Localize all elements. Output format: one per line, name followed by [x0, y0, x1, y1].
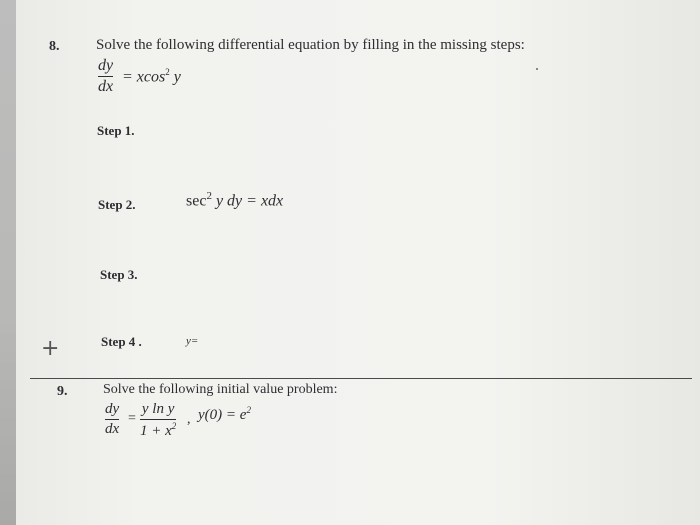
problem-divider: [30, 378, 692, 379]
problem-8-instruction: Solve the following differential equation by filling in the missing steps:: [96, 37, 525, 53]
p9-derivative-denominator: dx: [105, 421, 120, 437]
problem-9-number: 9.: [57, 384, 68, 399]
problem-8-rhs: [122, 67, 181, 86]
step-2-label: Step 2.: [98, 197, 136, 212]
p9-condition-exponent: 2: [246, 405, 251, 415]
step-3-label: Step 3.: [100, 267, 138, 282]
step-2-rest: y dy = xdx: [211, 192, 284, 210]
step-4-label: Step 4 .: [101, 334, 142, 349]
photo-left-edge: [0, 0, 16, 525]
plus-icon: +: [41, 336, 60, 361]
p9-rhs-denominator: [140, 422, 176, 439]
p9-lhs-fraction-bar: [105, 419, 119, 420]
rhs-exponent: 2: [165, 67, 170, 77]
p9-rhs-numerator: y ln y: [141, 401, 175, 417]
rhs-text: = xcos: [122, 68, 166, 86]
sec-exponent: 2: [206, 190, 212, 202]
stray-dot: [536, 68, 538, 70]
p9-derivative-numerator: dy: [105, 401, 120, 417]
p9-rhs-denominator-exponent: 2: [171, 421, 177, 431]
problem-9-derivative: [105, 402, 119, 437]
fraction-bar: [98, 76, 113, 77]
p9-initial-condition: [198, 405, 251, 424]
p9-condition-text: y(0) = e: [198, 407, 247, 423]
p9-separator: ,: [187, 412, 191, 427]
step-1-label: Step 1.: [97, 123, 135, 138]
problem-9-rhs-fraction: [140, 402, 176, 439]
problem-8-number: 8.: [49, 39, 60, 54]
step-2-expression: [186, 190, 283, 210]
p9-rhs-fraction-bar: [140, 419, 176, 420]
derivative-numerator: dy: [98, 57, 114, 74]
derivative-denominator: dx: [98, 78, 114, 95]
p9-rhs-denominator-base: 1 + x: [140, 423, 172, 439]
sec-function: sec: [186, 192, 207, 210]
problem-8-derivative: [98, 58, 113, 95]
step-4-expression: y=: [186, 335, 199, 347]
rhs-variable: y: [169, 68, 181, 86]
p9-equals-sign: =: [128, 411, 136, 426]
problem-9-instruction: Solve the following initial value problem:: [103, 382, 338, 397]
